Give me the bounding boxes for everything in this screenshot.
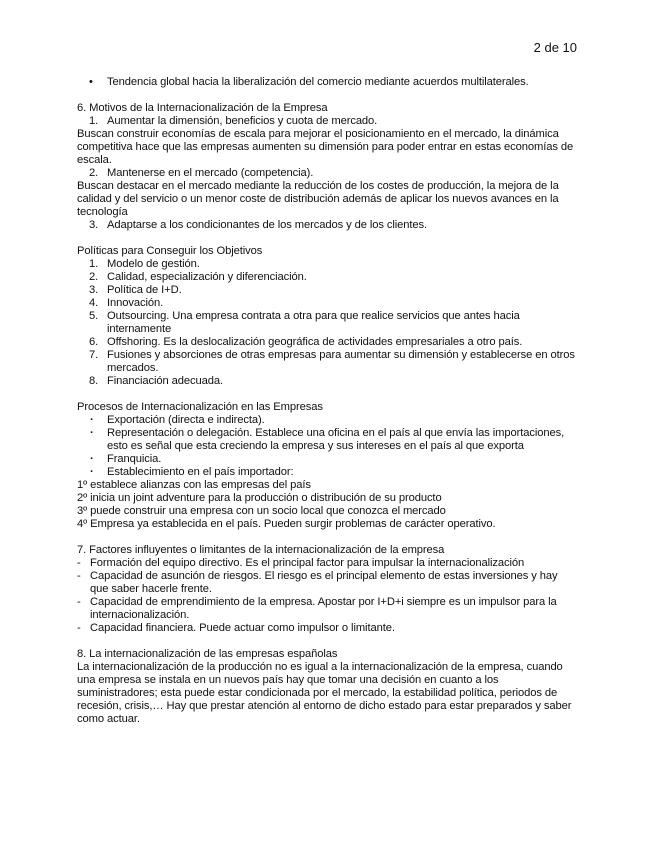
list-item: - Capacidad financiera. Puede actuar como impulsor o limitante.: [77, 622, 577, 635]
section-6-list-3: [77, 219, 577, 232]
list-item: · Exportación (directa e indirecta).: [77, 414, 577, 427]
intro-bullet-list: [77, 76, 577, 89]
procesos-line: 4º Empresa ya establecida en el país. Pueden surgir problemas de carácter operativo.: [77, 518, 496, 530]
procesos-line: 1º establece alianzas con las empresas del país: [77, 479, 311, 491]
list-item: 2. Calidad, especialización y diferenciación.: [89, 271, 307, 283]
document-body: [77, 76, 577, 726]
list-item: 6. Offshoring. Es la deslocalización geográfica de actividades empresariales a otro país.: [89, 336, 523, 348]
section-8-heading: 8. La internacionalización de las empresas españolas: [77, 648, 338, 660]
paragraph: Buscan construir economías de escala para mejorar el posicionamiento en el mercado, la dinámica competitiva hace que las empresas aumenten su dimensión para poder entrar en estas economías de escala.: [77, 128, 574, 166]
list-item: 3. Adaptarse a los condicionantes de los mercados y de los clientes.: [89, 219, 427, 231]
section-7-list: [77, 557, 577, 635]
list-item: 5. Outsourcing. Una empresa contrata a otra para que realice servicios que antes hacia internamente: [89, 310, 520, 335]
section-6-list-1: [77, 115, 577, 128]
section-7-heading: 7. Factores influyentes o limitantes de la internacionalización de la empresa: [77, 544, 445, 556]
procesos-heading: Procesos de Internacionalización en las Empresas: [77, 401, 323, 413]
list-item: - Formación del equipo directivo. Es el principal factor para impulsar la internacionalización: [77, 557, 577, 570]
page-number: 2 de 10: [533, 40, 577, 55]
paragraph: Buscan destacar en el mercado mediante la reducción de los costes de producción, la mejora de la calidad y del servicio o un menor coste de distribución además de aplicar los nuevos avances en la tecnología: [77, 180, 559, 218]
paragraph: La internacionalización de la producción no es igual a la internacionalización de la empresa, cuando una empresa se instala en un nuevos país hay que tomar una decisión en cuanto a los suministradores; esta puede estar condicionada por el mercado, la estabilidad política, periodos de recesión, crisis,… Hay que prestar atención al entorno de dicho estado para estar preparados y saber como actuar.: [77, 661, 572, 725]
list-item: · Representación o delegación. Establece una oficina en el país al que envía las importaciones, esto es señal que esta creciendo la empresa y sus intereses en el país al que exporta: [77, 427, 577, 453]
list-item: 3. Política de I+D.: [89, 284, 182, 296]
procesos-line: 2º inicia un joint adventure para la producción o distribución de su producto: [77, 492, 442, 504]
list-item: 4. Innovación.: [89, 297, 164, 309]
politicas-heading: Políticas para Conseguir los Objetivos: [77, 245, 263, 257]
politicas-list: [77, 258, 577, 388]
list-item: · Franquicia.: [77, 453, 577, 466]
section-6-list-2: [77, 167, 577, 180]
list-item: 7. Fusiones y absorciones de otras empresas para aumentar su dimensión y establecerse en otros mercados.: [89, 349, 575, 374]
procesos-line: 3º puede construir una empresa con un socio local que conozca el mercado: [77, 505, 446, 517]
list-item: 1. Aumentar la dimensión, beneficios y cuota de mercado.: [89, 115, 378, 127]
list-item: - Capacidad de emprendimiento de la empresa. Apostar por I+D+i siempre es un impulsor para la internacionalización.: [77, 596, 577, 622]
procesos-list: [77, 414, 577, 479]
section-6-heading: 6. Motivos de la Internacionalización de la Empresa: [77, 102, 328, 114]
list-item: - Capacidad de asunción de riesgos. El riesgo es el principal elemento de estas inversiones y hay que saber hacerle frente.: [77, 570, 577, 596]
list-item: · Establecimiento en el país importador:: [77, 466, 577, 479]
list-item: 8. Financiación adecuada.: [89, 375, 223, 387]
list-item: 2. Mantenerse en el mercado (competencia).: [89, 167, 314, 179]
list-item: • Tendencia global hacia la liberalización del comercio mediante acuerdos multilaterales.: [77, 76, 577, 89]
list-item: 1. Modelo de gestión.: [89, 258, 200, 270]
